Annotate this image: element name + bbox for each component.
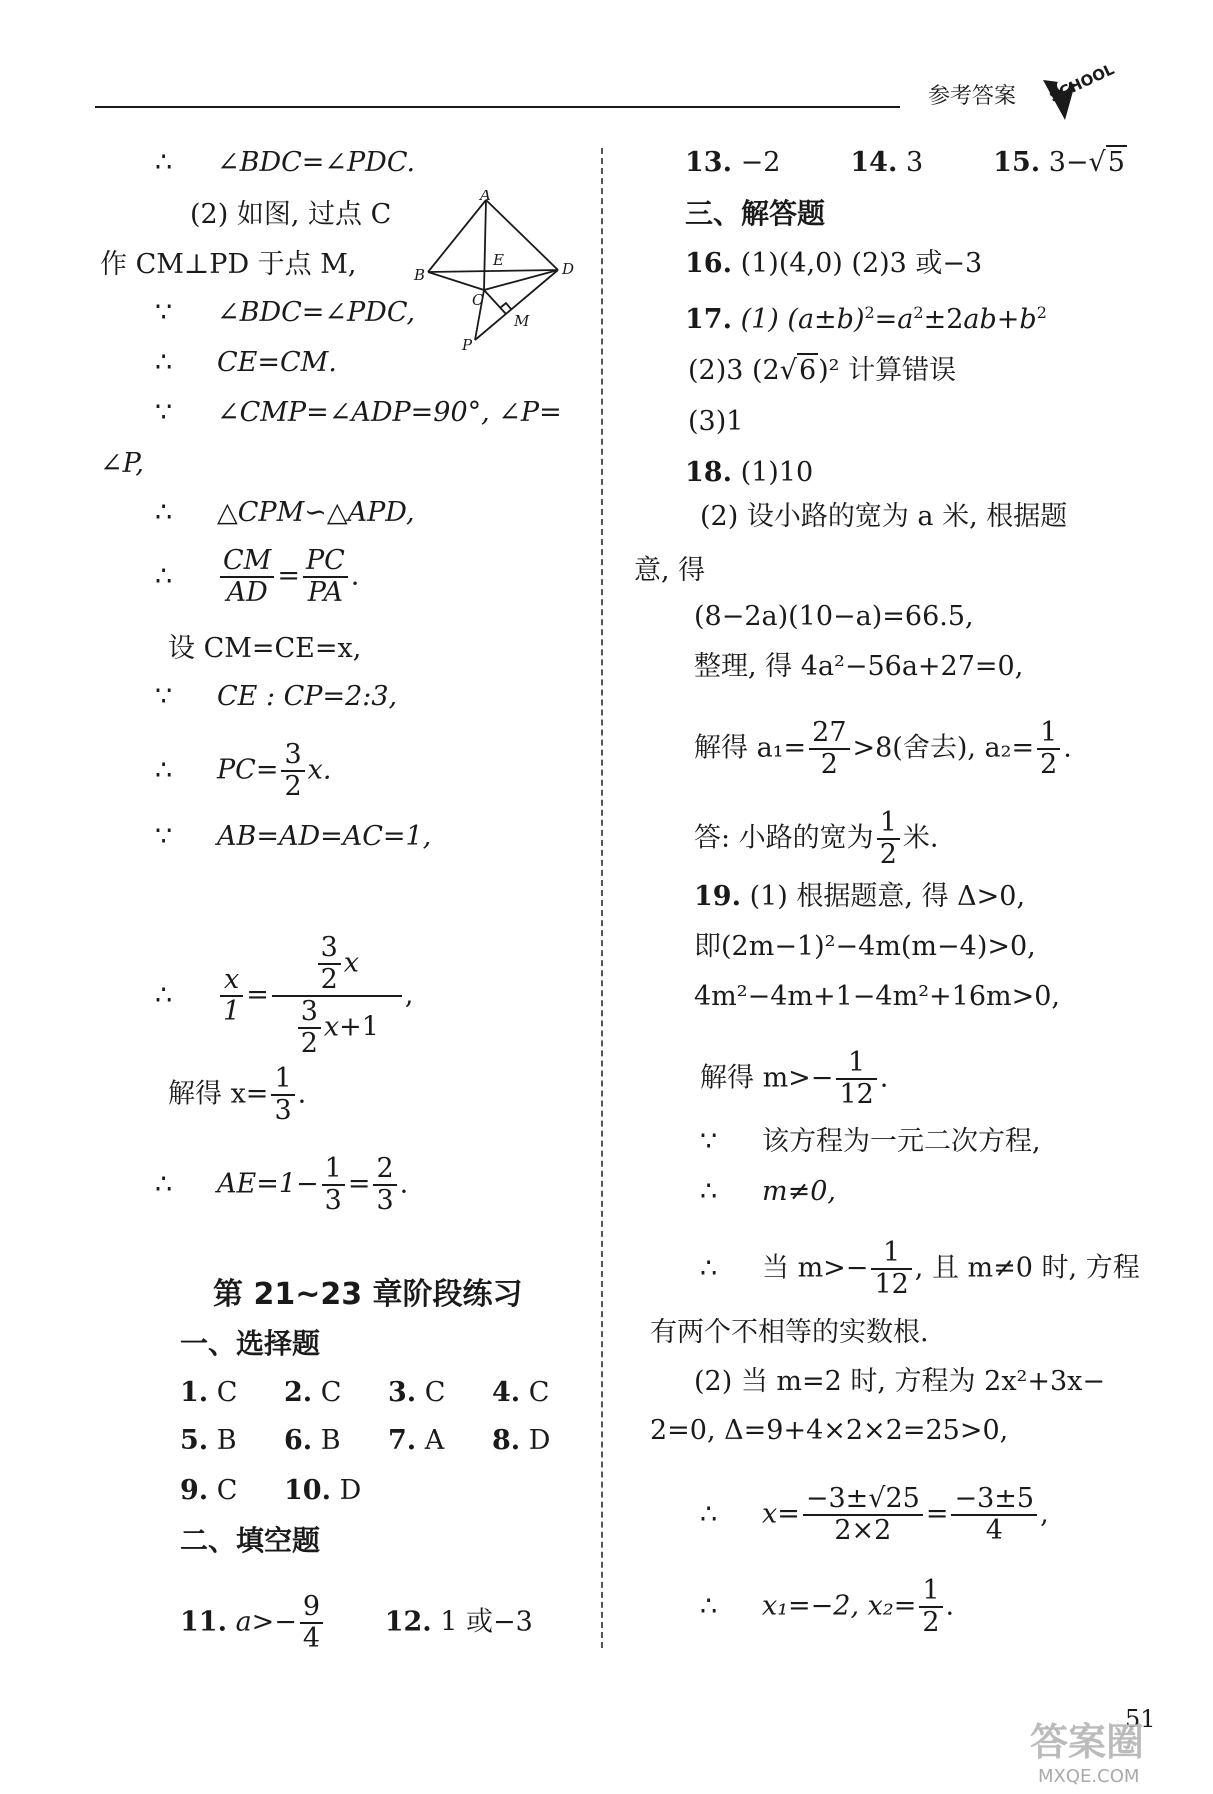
fill-row: 11. a>− $\frac{9}{4}$ 12. 1 或−3	[180, 1591, 533, 1654]
q16: 16. (1)(4,0) (2)3 或−3	[685, 248, 983, 279]
left-line-7: ∴ △CPM∽△APD,	[155, 497, 415, 528]
left-line-6: ∵ ∠CMP=∠ADP=90°, ∠P=	[155, 397, 562, 428]
geometry-diagram	[410, 190, 585, 355]
q18-line-b: (2) 设小路的宽为 a 米, 根据题	[700, 501, 1068, 532]
left-line-11: ∴ PC= $\frac{3}{2}$ x.	[155, 739, 332, 802]
mc-row-3: 9. C 10. D	[180, 1475, 362, 1506]
q18-line-c: 意, 得	[634, 555, 706, 586]
label-b: B	[414, 266, 426, 284]
label-e: E	[493, 251, 504, 269]
header-title: 参考答案	[928, 84, 1017, 109]
q19-line-b: 即(2m−1)²−4m(m−4)>0,	[694, 931, 1036, 962]
left-line-9: 设 CM=CE=x,	[168, 633, 362, 664]
label-d: D	[562, 260, 575, 278]
q18: 18. (1)10	[685, 457, 814, 488]
q19-line-c: 4m²−4m+1−4m²+16m>0,	[694, 981, 1061, 1012]
header-rule	[95, 106, 900, 108]
left-line-12: ∵ AB=AD=AC=1,	[155, 821, 432, 852]
section-fill: 二、填空题	[180, 1524, 321, 1557]
label-m: M	[514, 312, 530, 330]
q19-line-i: (2) 当 m=2 时, 方程为 2x²+3x−	[694, 1366, 1106, 1397]
segment-ac	[484, 200, 486, 290]
column-divider	[601, 148, 603, 1648]
section-title: 第 21~23 章阶段练习	[213, 1277, 523, 1312]
section-choice: 一、选择题	[180, 1327, 321, 1360]
segment-cm	[484, 290, 506, 314]
q19-line-l: ∴ x₁=−2, x₂= $\frac{1}{2}$ .	[700, 1575, 955, 1638]
watermark: 答案圈	[1030, 1720, 1145, 1764]
q19: 19. (1) 根据题意, 得 Δ>0,	[694, 881, 1026, 912]
q18-line-g: 答: 小路的宽为 $\frac{1}{2}$ 米.	[694, 807, 939, 870]
left-line-8: ∴ $\frac{CM}{AD}$ = $\frac{PC}{PA}$ .	[155, 545, 360, 608]
q19-line-d: 解得 m>− $\frac{1}{12}$ .	[700, 1047, 889, 1110]
label-a: A	[480, 190, 491, 204]
q19-line-e: ∵ 该方程为一元二次方程,	[700, 1126, 1041, 1157]
q19-line-g: ∴ 当 m>− $\frac{1}{12}$ , 且 m≠0 时, 方程	[700, 1237, 1140, 1300]
q18-line-e: 整理, 得 4a²−56a+27=0,	[694, 651, 1024, 682]
logo-text: SCHOOL	[1046, 60, 1117, 106]
label-c: C	[472, 291, 484, 309]
right-row-13-15: 13. −2 14. 3 15. 3−√5	[685, 147, 1125, 178]
left-line-5: ∴ CE=CM.	[155, 347, 337, 378]
mc-row-2: 5. B 6. B 7. A 8. D	[180, 1425, 551, 1456]
left-line-4: ∵ ∠BDC=∠PDC,	[155, 297, 416, 328]
label-p: P	[462, 336, 473, 354]
segment-bd	[428, 270, 558, 272]
segment-bc	[428, 272, 484, 290]
left-line-10: ∵ CE : CP=2:3,	[155, 681, 398, 712]
left-line-13: ∴ $\frac{x}{1}$ = $\frac{3}{2}$ x $\frac{3}{2}$ x+1 ,	[155, 932, 414, 1059]
watermark-url: MXQE.COM	[1038, 1766, 1140, 1787]
left-line-1: ∴ ∠BDC=∠PDC.	[155, 147, 416, 178]
left-line-6b: ∠P,	[100, 448, 144, 479]
q17-part3: (3)1	[688, 406, 744, 437]
segment-ab	[428, 200, 486, 272]
left-line-14: 解得 x= $\frac{1}{3}$ .	[168, 1063, 307, 1126]
left-line-2: (2) 如图, 过点 C	[190, 199, 392, 230]
q19-line-f: ∴ m≠0,	[700, 1176, 836, 1207]
section-solve: 三、解答题	[685, 197, 826, 230]
q19-line-h: 有两个不相等的实数根.	[650, 1317, 929, 1348]
q19-line-k: ∴ x= $\frac{-3\pm√25}{2\times 2}$ = $\frac{-3\pm 5}{4}$ ,	[700, 1483, 1049, 1546]
left-line-3: 作 CM⊥PD 于点 M,	[100, 249, 357, 280]
q17: 17. (1) $(a\pm b)^2=a^2\pm 2ab+b^2$	[685, 303, 1047, 335]
q18-line-f: 解得 a₁= $\frac{27}{2}$ >8(舍去), a₂= $\frac{1}{2}$ .	[694, 717, 1072, 780]
q19-line-j: 2=0, Δ=9+4×2×2=25>0,	[650, 1415, 1009, 1446]
page-number: 51	[1125, 1705, 1156, 1733]
q18-line-d: (8−2a)(10−a)=66.5,	[694, 601, 974, 632]
mc-row-1: 1. C 2. C 3. C 4. C	[180, 1377, 550, 1408]
left-line-15: ∴ AE=1− $\frac{1}{3}$ = $\frac{2}{3}$ .	[155, 1153, 409, 1216]
q17-part2: (2)3 (2√6)² 计算错误	[688, 355, 957, 386]
